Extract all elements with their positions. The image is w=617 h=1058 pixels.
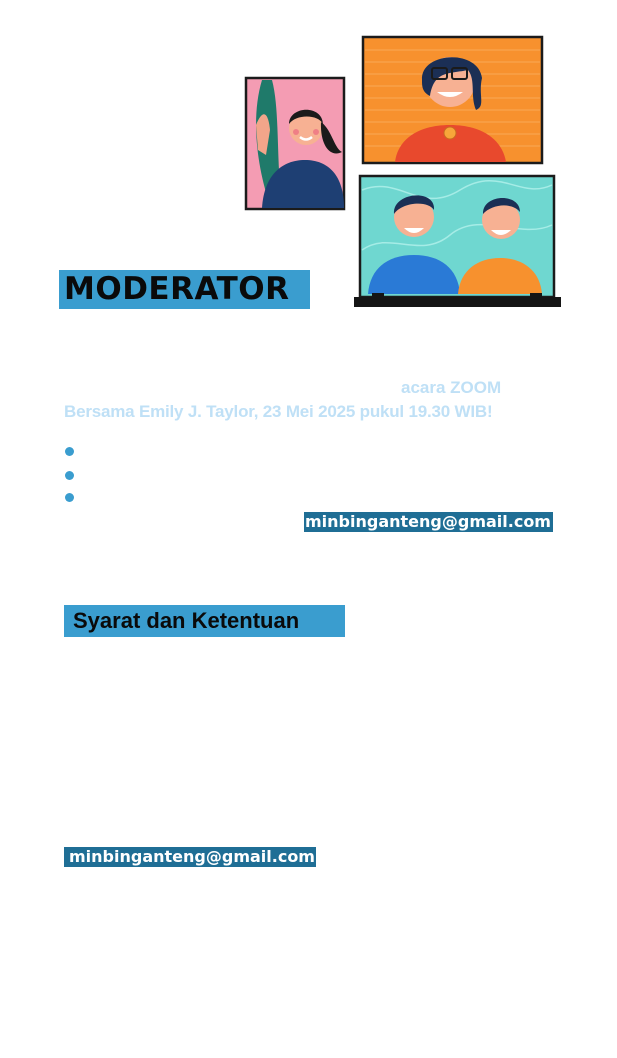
terms-email-link[interactable]: minbinganteng@gmail.com (64, 847, 316, 867)
bullet-dot (65, 447, 74, 456)
page-title: MODERATOR (64, 271, 290, 307)
pink-screen-participant (246, 78, 344, 209)
teal-screen-participants (354, 176, 561, 307)
contact-email-link[interactable]: minbinganteng@gmail.com (304, 512, 553, 532)
event-zoom-label: acara ZOOM (401, 378, 502, 397)
bullet-dot (65, 471, 74, 480)
orange-screen-participant (363, 37, 542, 163)
bullet-dot (65, 493, 74, 502)
terms-heading: Syarat dan Ketentuan (73, 608, 300, 633)
event-date-line: Bersama Emily J. Taylor, 23 Mei 2025 pukul 19.30 WIB! (64, 402, 493, 421)
